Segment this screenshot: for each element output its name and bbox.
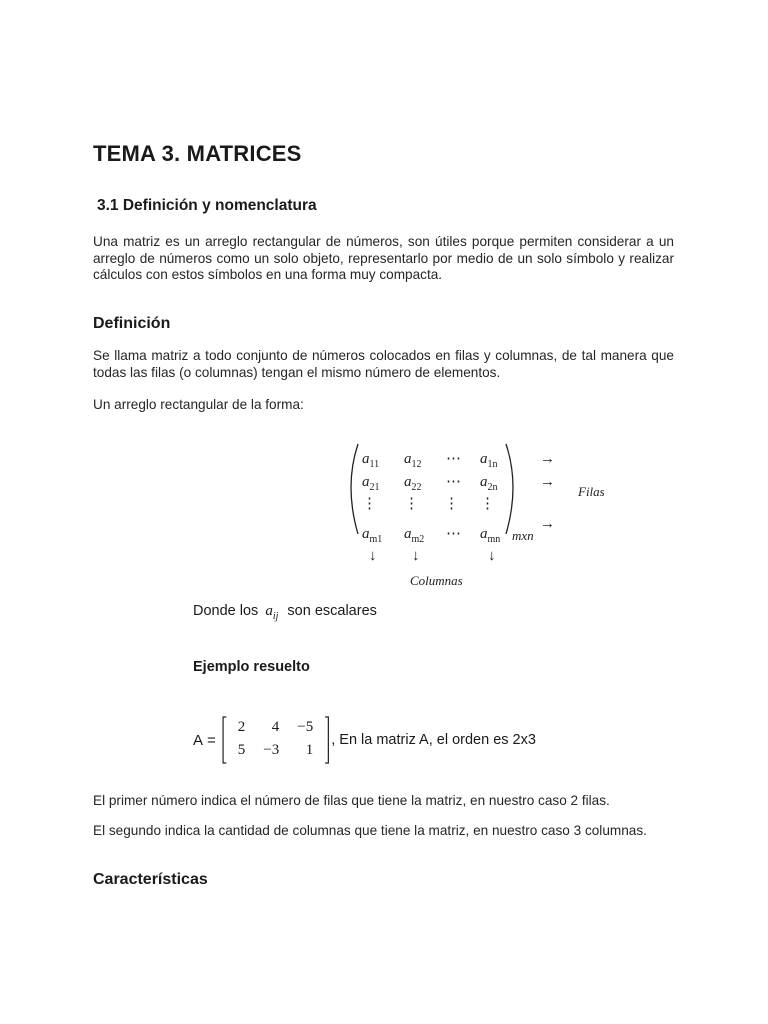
section-heading: 3.1 Definición y nomenclatura [97, 197, 317, 214]
matrix-entry-r1-c4: $a_{1n}$ [480, 451, 498, 470]
matrix-entry-r4-c3: ⋯ [446, 526, 461, 542]
definition-paragraph: Se llama matriz a todo conjunto de números colocados en filas y columnas, de tal manera que todas las filas (o columnas) tengan el mismo número de elementos. [93, 348, 674, 380]
intro-paragraph: Una matriz es un arreglo rectangular de números, son útiles porque permiten considerar a un arreglo de números como un solo objeto, representarlo por medio de un solo símbolo y realizar cálculos con estos símbolos en una forma muy compacta. [93, 234, 674, 283]
example-matrix-entry-r2-c1: 5 [237, 742, 246, 758]
row-arrow-2: → [540, 474, 555, 490]
rows-explanation: El primer número indica el número de filas que tiene la matriz, en nuestro caso 2 filas. [93, 793, 610, 808]
row-arrow-1: → [540, 451, 555, 467]
rows-label: Filas [578, 484, 605, 499]
page-title: TEMA 3. MATRICES [93, 141, 302, 166]
matrix-entry-r4-c1: $a_{m1}$ [362, 526, 383, 545]
matrix-entry-r3-c4: ⋮ [480, 496, 495, 512]
scalars-note [193, 603, 377, 622]
matrix-size-label: mxn [512, 528, 534, 543]
matrix-entry-r3-c3: ⋮ [444, 496, 459, 512]
columns-label: Columnas [410, 573, 463, 588]
scalars-symbol: $a_{ij}$ [265, 603, 279, 622]
example-matrix-entry-r1-c1: 2 [237, 719, 246, 735]
matrix-entry-r2-c3: ⋯ [446, 474, 461, 490]
matrix-entry-r3-c2: ⋮ [404, 496, 419, 512]
matrix-entry-r2-c1: $a_{21}$ [362, 474, 380, 493]
example-matrix-entry-r2-c2: −3 [263, 742, 280, 758]
example-matrix-row [229, 716, 322, 739]
example-caption: , En la matriz A, el orden es 2x3 [331, 732, 536, 748]
row-arrow-m: → [540, 516, 555, 532]
general-matrix-cells [362, 451, 500, 545]
scalars-note-suffix: son escalares [287, 603, 377, 619]
general-matrix-figure [340, 436, 640, 596]
matrix-entry-r4-c4: $a_{mn}$ [480, 526, 501, 545]
example-matrix-entry-r1-c2: 4 [271, 719, 280, 735]
characteristics-heading: Características [93, 871, 208, 888]
columns-explanation: El segundo indica la cantidad de columnas que tiene la matriz, en nuestro caso 3 columnas. [93, 823, 647, 838]
column-arrow-n: ↓ [488, 548, 496, 564]
matrix-entry-r2-c2: $a_{22}$ [404, 474, 422, 493]
scalars-note-prefix: Donde los [193, 603, 259, 619]
definition-heading: Definición [93, 315, 171, 332]
example-equals-sign: = [207, 731, 216, 749]
example-matrix-entry-r2-c3: 1 [305, 742, 314, 758]
matrix-entry-r3-c1: ⋮ [362, 496, 377, 512]
matrix-left-paren [351, 444, 358, 534]
column-arrow-1: ↓ [369, 548, 377, 564]
example-matrix-row [229, 739, 322, 762]
example-matrix-grid [229, 716, 322, 762]
matrix-right-paren [506, 444, 513, 534]
example-matrix-name: A [193, 731, 204, 749]
matrix-entry-r1-c1: $a_{11}$ [362, 451, 380, 470]
form-intro-text: Un arreglo rectangular de la forma: [93, 397, 304, 412]
matrix-entry-r4-c2: $a_{m2}$ [404, 526, 425, 545]
example-heading: Ejemplo resuelto [193, 659, 310, 675]
matrix-entry-r1-c2: $a_{12}$ [404, 451, 422, 470]
example-matrix-entry-r1-c3: −5 [297, 719, 314, 735]
example-equation [193, 716, 536, 764]
matrix-entry-r1-c3: ⋯ [446, 451, 461, 467]
example-matrix [222, 716, 329, 764]
matrix-entry-r2-c4: $a_{2n}$ [480, 474, 498, 493]
column-arrow-2: ↓ [412, 548, 420, 564]
